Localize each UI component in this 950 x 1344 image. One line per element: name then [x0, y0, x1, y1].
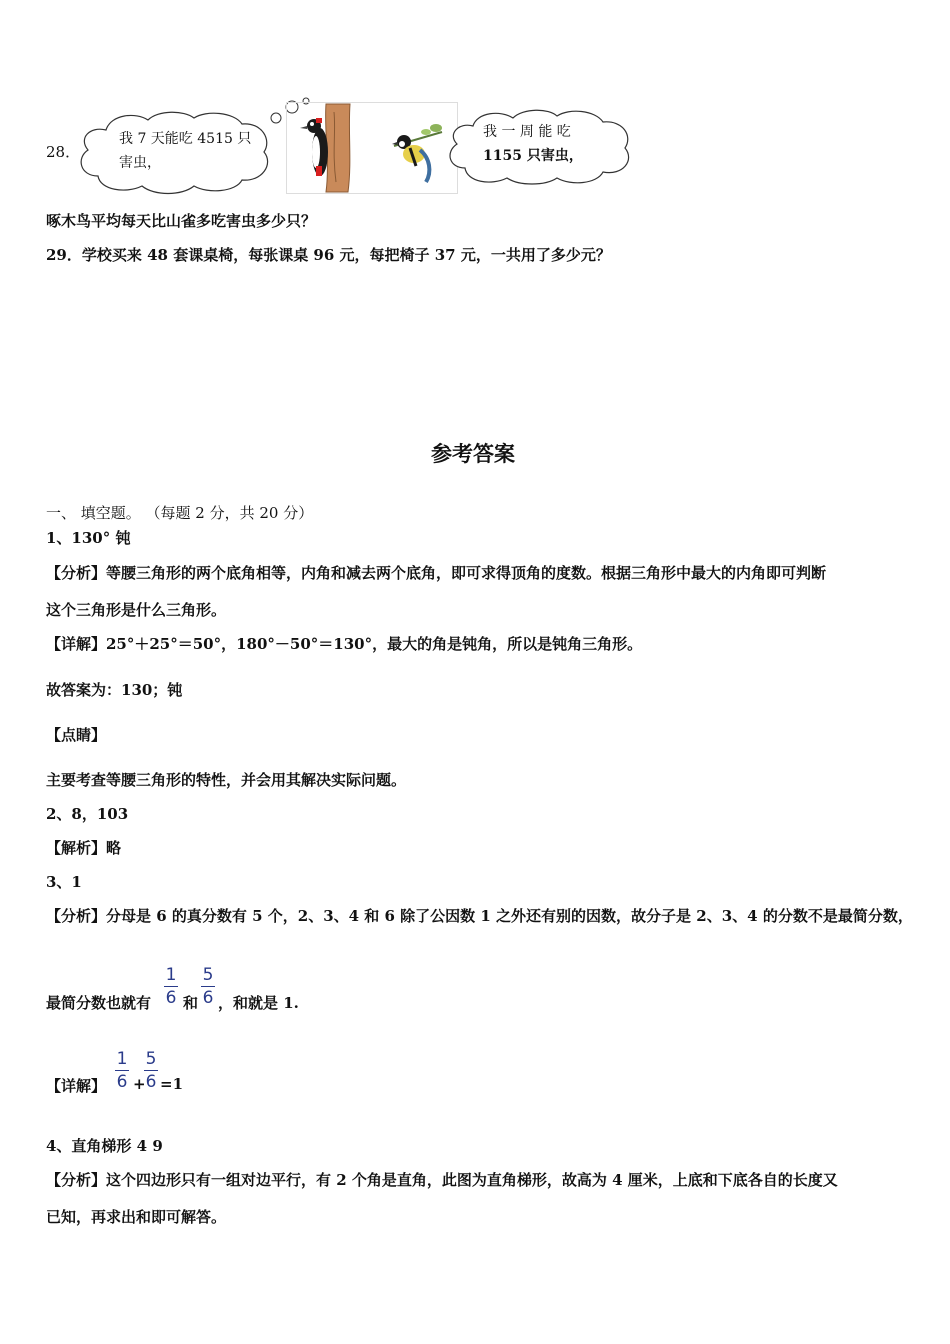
tit-bubble-line1: 我 一 周 能 吃	[483, 124, 571, 140]
answer-2-line: 2、8，103	[46, 805, 129, 823]
answers-title: 参考答案	[431, 442, 515, 466]
answer-1-analysis-line1: 【分析】等腰三角形的两个底角相等，内角和减去两个底角，即可求得顶角的度数。根据三角形中最大的内角即可判断	[46, 564, 827, 582]
question-28-number: 28．	[46, 143, 81, 161]
plus-sign: +	[133, 1075, 146, 1093]
answer-1-detail: 【详解】25°＋25°＝50°，180°－50°＝130°，最大的角是钝角，所以是钝角三角形。	[46, 635, 643, 653]
woodpecker-bubble-line2: 害虫，	[119, 155, 161, 171]
fraction-one-sixth-detail: 1 6	[116, 1049, 128, 1092]
tit-bubble-line2: 1155 只害虫，	[483, 148, 583, 164]
fraction-five-sixths-detail: 5 6	[145, 1049, 157, 1092]
answer-1-tip-label: 【点睛】	[46, 726, 107, 744]
answer-1-analysis-line2: 这个三角形是什么三角形。	[46, 601, 227, 619]
answer-4-analysis-line1: 【分析】这个四边形只有一组对边平行，有 2 个角是直角，此图为直角梯形，故高为 4 厘米，上底和下底各自的长度又	[46, 1171, 838, 1189]
answer-3-analysis-post: ，和就是 1.	[218, 994, 299, 1012]
answer-3-detail-label: 【详解】	[46, 1077, 107, 1095]
birds-illustration	[286, 102, 458, 194]
section-heading: 一、 填空题。 （每题 2 分，共 20 分）	[46, 504, 314, 522]
answer-2-analysis: 【解析】略	[46, 839, 122, 857]
answer-3-result: =1	[160, 1075, 184, 1093]
answer-1-line: 1、130° 钝	[46, 529, 131, 547]
woodpecker-bubble-line1: 我 7 天能吃 4515 只	[119, 131, 252, 147]
answer-1-final: 故答案为：130；钝	[46, 681, 183, 699]
answer-3-analysis-pre: 最简分数也就有	[46, 994, 152, 1012]
fraction-one-sixth: 1 6	[165, 965, 177, 1008]
answer-3-analysis-mid: 和	[183, 994, 199, 1012]
question-28-text: 啄木鸟平均每天比山雀多吃害虫多少只？	[46, 212, 317, 230]
question-29-text: 29．学校买来 48 套课桌椅，每张课桌 96 元，每把椅子 37 元，一共用了多少元？	[46, 246, 611, 264]
answer-1-tip: 主要考查等腰三角形的特性，并会用其解决实际问题。	[46, 771, 407, 789]
fraction-five-sixths: 5 6	[202, 965, 214, 1008]
woodpecker-speech-cloud	[76, 108, 276, 196]
answer-4-line: 4、直角梯形 4 9	[46, 1137, 163, 1155]
answer-3-line: 3、1	[46, 873, 82, 891]
answer-3-analysis-line1: 【分析】分母是 6 的真分数有 5 个，2、3、4 和 6 除了公因数 1 之外还有别的因数，故分子是 2、3、4 的分数不是最简分数，	[46, 907, 913, 925]
answer-4-analysis-line2: 已知，再求出和即可解答。	[46, 1208, 227, 1226]
